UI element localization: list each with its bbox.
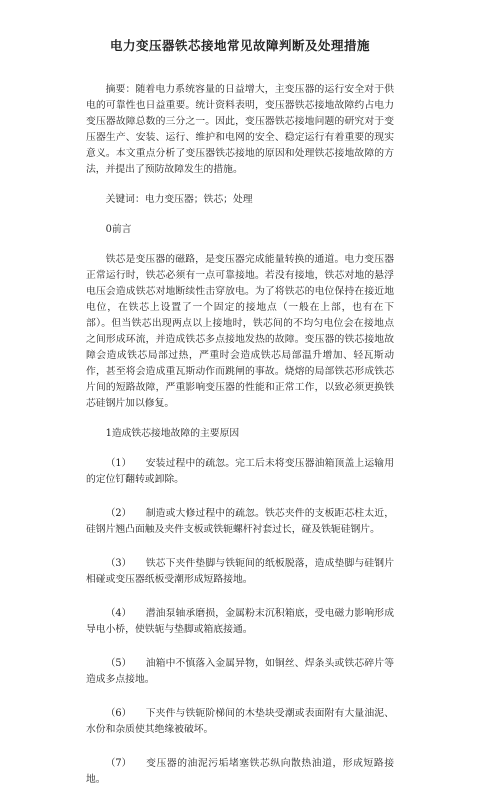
list-item-text: 制造或大修过程中的疏忽。铁芯夹件的支板距芯柱太近，硅钢片翘凸面触及夹件支板或铁轭螺杆衬套过长，碰及铁轭硅钢片。 [86, 508, 394, 535]
intro-heading: 0前言 [105, 224, 132, 235]
list-item-number: （1） [105, 458, 132, 469]
list-item [86, 606, 394, 638]
abstract-paragraph: 摘要：随着电力系统容量的日益增大，主变压器的运行安全对于供电的可靠性也日益重要。统计资料表明，变压器铁芯接地故障约占电力变压器故障总数的三分之一。因此，变压器铁芯接地问题的研究对于变压器生产、安装、运行、维护和电网的安全、稳定运行有着重要的现实意义。本文重点分析了变压器铁芯接地的原因和处理铁芯接地故障的方法，并提出了预防故障发生的措施。 [86, 84, 394, 175]
list-item [86, 556, 394, 588]
list-item-number: （2） [105, 508, 132, 519]
list-item-text: 铁芯下夹件垫脚与铁轭间的纸板脱落，造成垫脚与硅钢片相碰或变压器纸板受潮形成短路接地。 [86, 558, 394, 585]
list-item-number: （3） [105, 558, 132, 569]
list-item-number: （5） [105, 658, 132, 669]
list-item [86, 706, 394, 738]
list-item-number: （6） [105, 708, 132, 719]
list-item [86, 656, 394, 688]
list-item-number: （7） [105, 758, 132, 769]
keywords-line: 关键词：电力变压器；铁芯；处理 [105, 194, 253, 205]
list-item [86, 456, 394, 488]
list-item [86, 756, 394, 788]
intro-paragraph: 铁芯是变压器的磁路，是变压器完成能量转换的通道。电力变压器正常运行时，铁芯必须有一点可靠接地。若没有接地，铁芯对地的悬浮电压会造成铁芯对地断续性击穿放电。为了将铁芯的电位保持在接近地电位，在铁芯上设置了一个固定的接地点（一般在上部，也有在下部）。但当铁芯出现两点以上接地时，铁芯间的不均匀电位会在接地点之间形成环流，并造成铁芯多点接地发热的故障。变压器的铁芯接地故障会造成铁芯局部过热，严重时会造成铁芯局部温升增加、轻瓦斯动作，甚至将会造成重瓦斯动作而跳闸的事故。烧熔的局部铁芯形成铁芯片间的短路故障，严重影响变压器的性能和正常工作，以致必须更换铁芯硅钢片加以修复。 [86, 254, 394, 409]
document-title: 电力变压器铁芯接地常见故障判断及处理措施 [109, 38, 370, 53]
section-1-heading: 1造成铁芯接地故障的主要原因 [105, 428, 240, 439]
list-item-text: 下夹件与铁轭阶梯间的木垫块受潮或表面附有大量油泥、水份和杂质使其绝缘被破坏。 [86, 708, 394, 735]
list-item-number: （4） [105, 608, 132, 619]
list-item-text: 变压器的油泥污垢堵塞铁芯纵向散热油道，形成短路接地。 [86, 758, 394, 785]
list-item-text: 安装过程中的疏忽。完工后未将变压器油箱顶盖上运输用的定位钉翻转或卸除。 [86, 458, 394, 485]
list-item-text: 油箱中不慎落入金属异物，如铜丝、焊条头或铁芯碎片等造成多点接地。 [86, 658, 394, 685]
list-item [86, 506, 394, 538]
list-item-text: 潜油泵轴承磨损，金属粉末沉积箱底，受电磁力影响形成导电小桥，使铁轭与垫脚或箱底接通。 [86, 608, 394, 635]
causes-list [86, 456, 394, 788]
